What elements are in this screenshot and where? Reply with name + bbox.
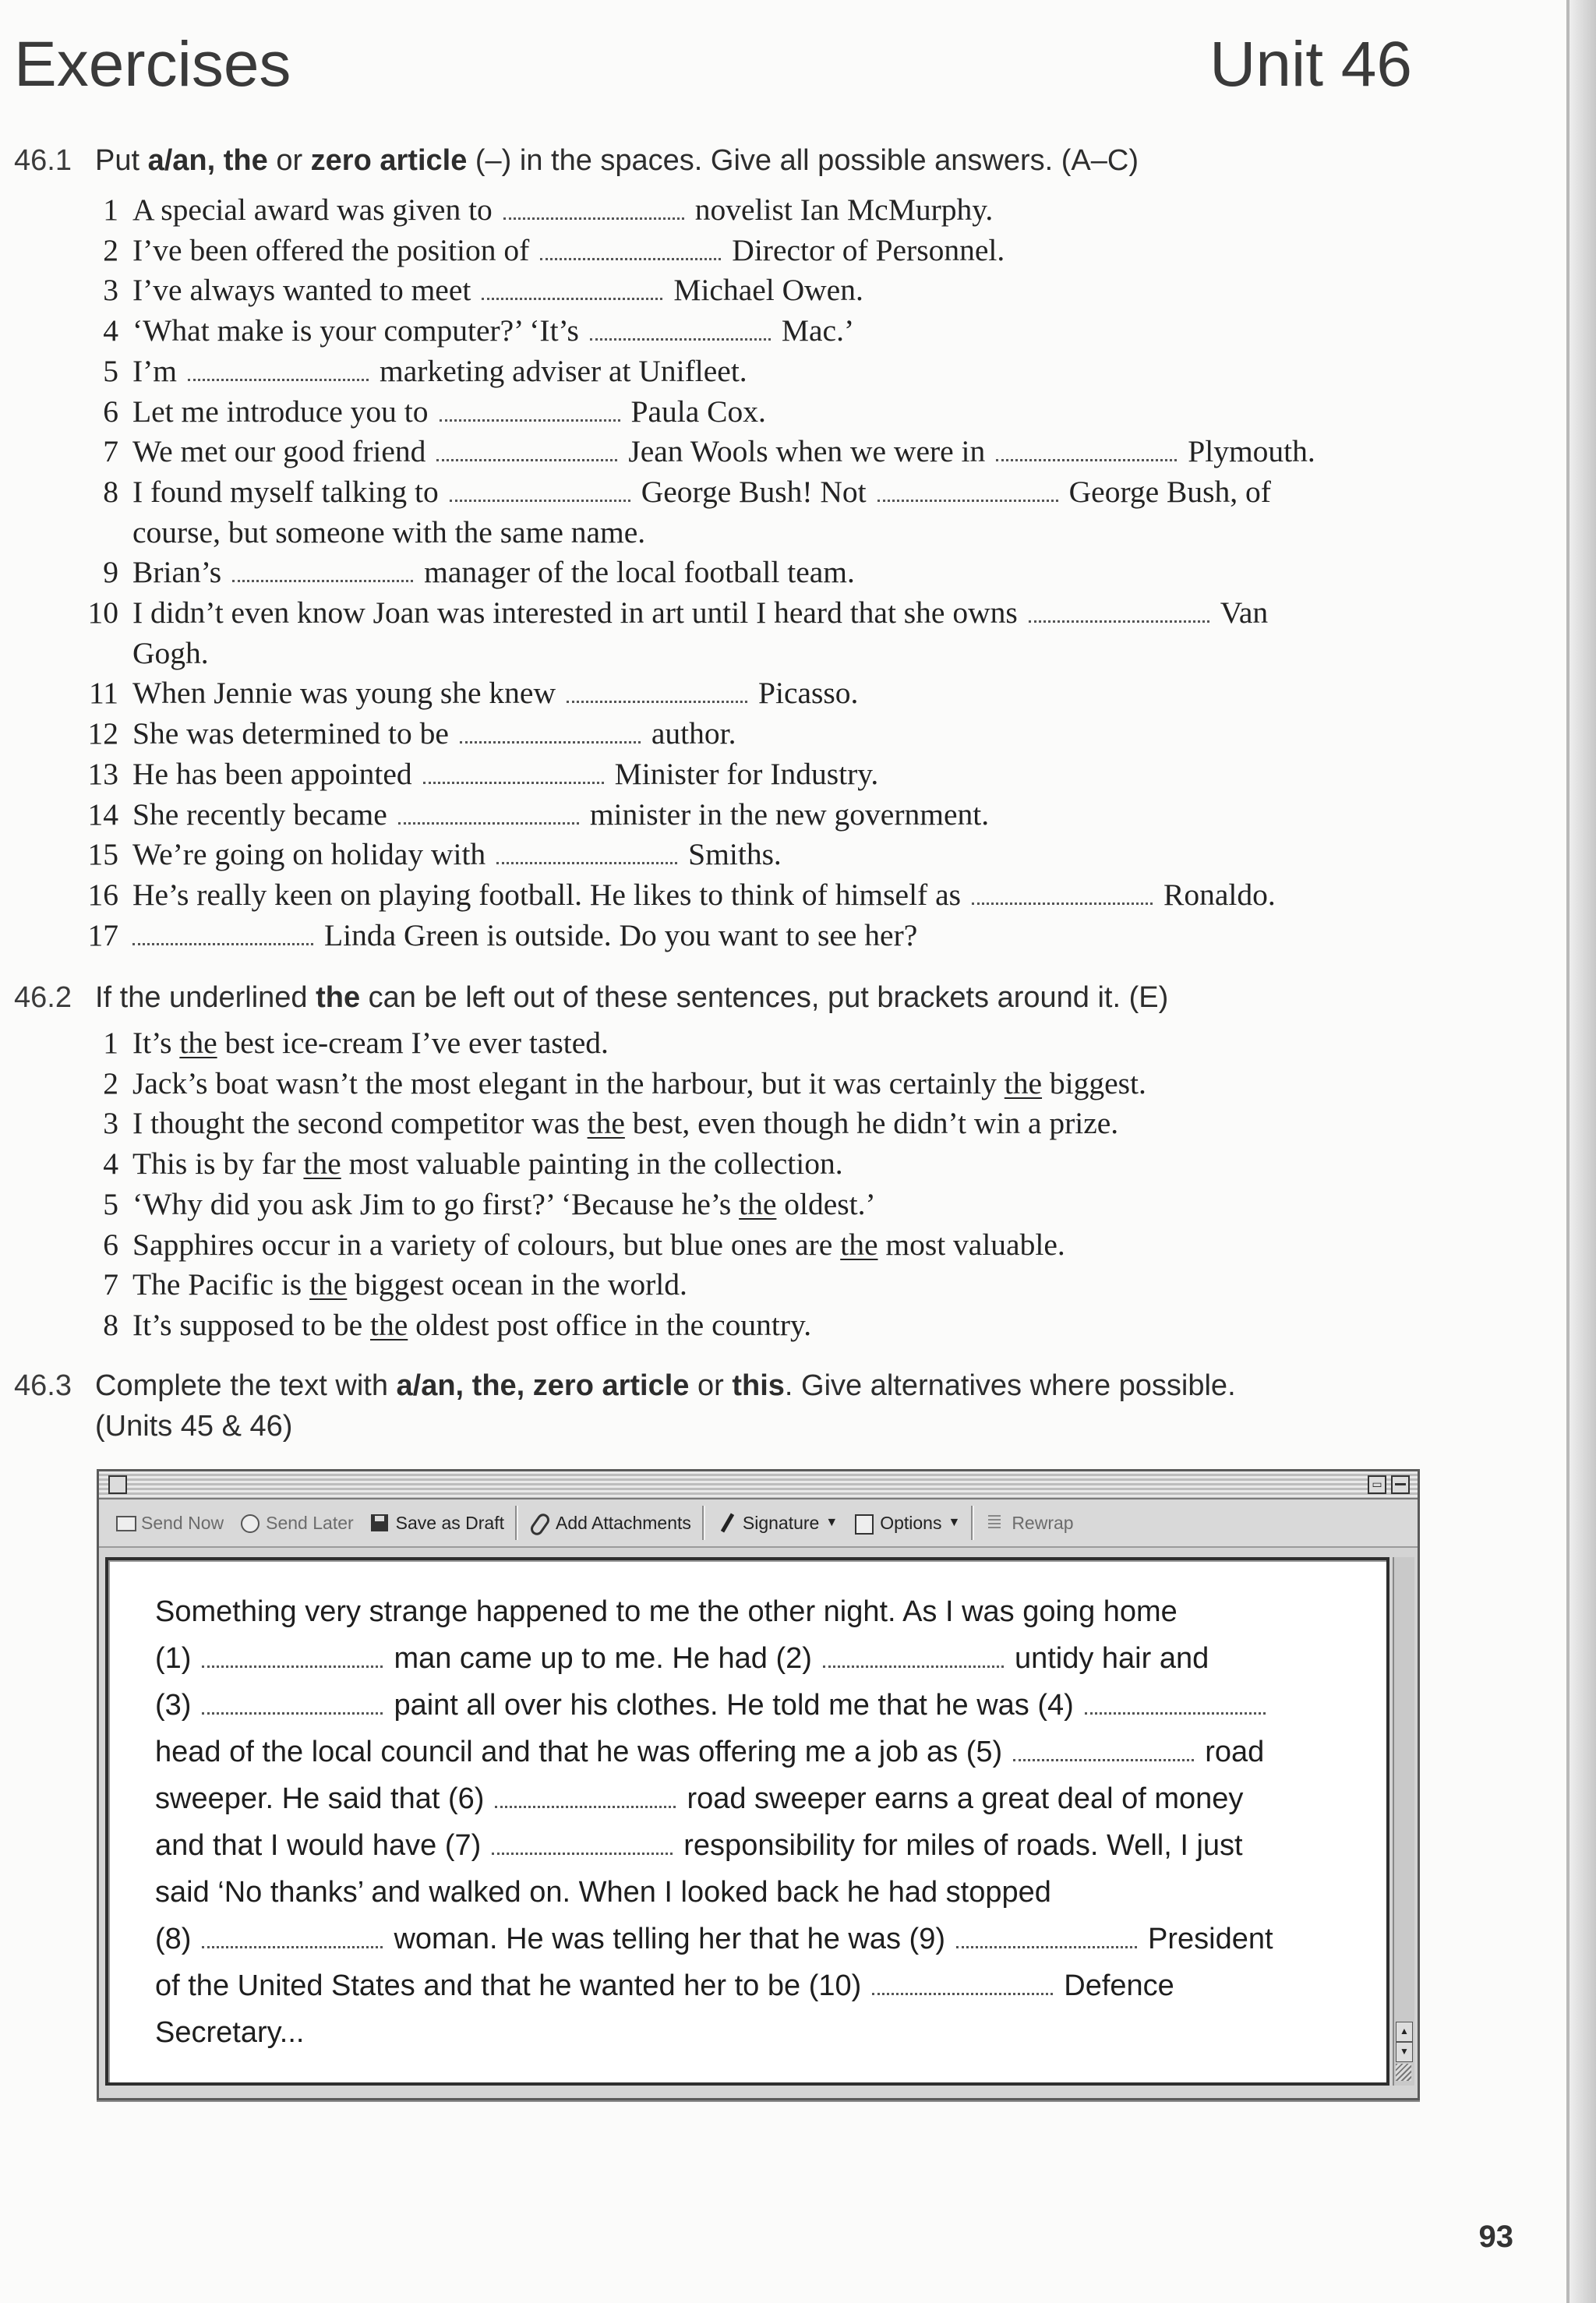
paperclip-icon — [529, 1513, 551, 1533]
email-line: said ‘No thanks’ and walked on. When I looked back he had stopped — [155, 1876, 1051, 1909]
underlined-the[interactable]: the — [370, 1307, 408, 1342]
list-item: 11 When Jennie was young she knew Picasso. — [88, 676, 859, 711]
exercise-number: 46.2 — [14, 981, 72, 1014]
answer-blank[interactable] — [877, 484, 1058, 502]
toolbar-separator — [702, 1506, 705, 1540]
email-line: and that I would have (7) responsibility for miles of roads. Well, I just — [155, 1829, 1243, 1862]
answer-blank[interactable] — [567, 685, 747, 703]
exercise-instruction: Complete the text with a/an, the, zero article or this. Give alternatives where possible. — [95, 1369, 1236, 1402]
answer-blank[interactable] — [423, 766, 604, 784]
answer-blank[interactable] — [232, 564, 413, 582]
exercise-instruction: If the underlined the can be left out of these sentences, put brackets around it. (E) — [95, 981, 1169, 1014]
zoom-box-icon[interactable]: ▭ — [1368, 1475, 1386, 1494]
email-toolbar — [99, 1499, 1418, 1548]
vertical-scrollbar[interactable] — [1393, 1557, 1414, 2086]
unit-label: Unit 46 — [1209, 29, 1412, 100]
answer-blank[interactable] — [436, 443, 617, 461]
exercise-instruction: Put a/an, the or zero article (–) in the spaces. Give all possible answers. (A–C) — [95, 144, 1139, 177]
email-line: Something very strange happened to me the other night. As I was going home — [155, 1595, 1178, 1628]
exercise-number: 46.1 — [14, 144, 72, 177]
list-item: 5 ‘Why did you ask Jim to go first?’ ‘Because he’s the oldest.’ — [103, 1186, 876, 1221]
exercise-46-3-heading — [14, 1365, 1236, 1446]
underlined-the[interactable]: the — [739, 1186, 777, 1221]
list-item: 17 Linda Green is outside. Do you want to see her? — [87, 917, 918, 952]
resize-grip-icon[interactable] — [1396, 2064, 1411, 2081]
answer-blank[interactable] — [956, 1930, 1137, 1948]
close-box-icon[interactable] — [108, 1475, 127, 1494]
list-item: 4 This is by far the most valuable painting in the collection. — [103, 1146, 843, 1182]
list-item: 2 Jack’s boat wasn’t the most elegant in the harbour, but it was certainly the biggest. — [103, 1065, 1146, 1100]
exercise-46-1-heading — [14, 140, 1139, 181]
answer-blank[interactable] — [202, 1650, 383, 1668]
email-line: head of the local council and that he was offering me a job as (5) road — [155, 1736, 1265, 1768]
list-item: 15 We’re going on holiday with Smiths. — [87, 837, 782, 872]
options-dropdown[interactable]: Options ▼ — [846, 1504, 968, 1542]
underlined-the[interactable]: the — [309, 1267, 348, 1302]
add-attachments-button[interactable]: Add Attachments — [521, 1504, 699, 1542]
underlined-the[interactable]: the — [179, 1026, 217, 1060]
answer-blank[interactable] — [1013, 1743, 1194, 1761]
list-item: 10 I didn’t even know Joan was interested in art until I heard that she owns Van Gogh. — [87, 595, 1269, 670]
exercise-46-1-list — [81, 190, 1406, 955]
scroll-down-arrow-icon[interactable]: ▼ — [1396, 2042, 1413, 2062]
pen-icon — [716, 1513, 738, 1533]
list-item: 2 I’ve been offered the position of Director of Personnel. — [103, 232, 1005, 267]
answer-blank[interactable] — [495, 1790, 676, 1808]
exercise-46-2-heading — [14, 977, 1168, 1018]
answer-blank[interactable] — [540, 242, 721, 260]
options-icon — [853, 1513, 875, 1533]
list-item: 7 We met our good friend Jean Wools when we were in Plymouth. — [103, 434, 1315, 469]
exercise-unit-reference: (Units 45 & 46) — [95, 1410, 293, 1443]
page-number: 93 — [1478, 2220, 1513, 2254]
underlined-the[interactable]: the — [840, 1227, 878, 1262]
floppy-disk-icon — [369, 1513, 391, 1533]
underlined-the[interactable]: the — [303, 1146, 341, 1182]
answer-blank[interactable] — [398, 807, 579, 825]
answer-blank[interactable] — [492, 1837, 673, 1855]
answer-blank[interactable] — [188, 363, 369, 381]
list-item: 1 A special award was given to novelist Ian McMurphy. — [103, 193, 994, 227]
clock-icon — [239, 1513, 261, 1533]
list-item: 3 I thought the second competitor was the best, even though he didn’t win a prize. — [103, 1106, 1119, 1141]
answer-blank[interactable] — [503, 202, 684, 220]
answer-blank[interactable] — [202, 1930, 383, 1948]
list-item: 5 I’m marketing adviser at Unifleet. — [103, 353, 747, 388]
send-icon — [115, 1513, 136, 1533]
page-gutter-shadow — [1570, 0, 1596, 2303]
chevron-down-icon: ▼ — [825, 1516, 839, 1529]
answer-blank[interactable] — [590, 323, 771, 341]
email-line: (1) man came up to me. He had (2) untidy hair and — [155, 1642, 1209, 1675]
list-item: 7 The Pacific is the biggest ocean in the world. — [103, 1267, 687, 1302]
list-item: 13 He has been appointed Minister for Industry. — [87, 756, 879, 791]
send-later-button[interactable]: Send Later — [231, 1504, 362, 1542]
list-item: 4 ‘What make is your computer?’ ‘It’s Mac.’ — [103, 313, 855, 348]
list-item: 9 Brian’s manager of the local football team. — [103, 555, 855, 590]
exercise-46-2-list — [81, 1023, 1406, 1346]
email-line: Secretary... — [155, 2016, 305, 2049]
toolbar-separator — [971, 1506, 974, 1540]
answer-blank[interactable] — [1029, 605, 1209, 623]
answer-blank[interactable] — [972, 887, 1153, 905]
window-title-bar[interactable] — [99, 1471, 1418, 1499]
list-item: 8 It’s supposed to be the oldest post office in the country. — [103, 1307, 812, 1342]
list-item: 16 He’s really keen on playing football. He likes to think of himself as Ronaldo. — [87, 877, 1276, 912]
rewrap-button[interactable]: Rewrap — [977, 1504, 1081, 1542]
toolbar-separator — [515, 1506, 518, 1540]
underlined-the[interactable]: the — [587, 1106, 625, 1141]
list-item: 14 She recently became minister in the new government. — [87, 797, 990, 832]
email-compose-window — [97, 1469, 1420, 2100]
list-item: 8 I found myself talking to George Bush! Not George Bush, of course, but someone with the same name. — [103, 474, 1271, 549]
scroll-up-arrow-icon[interactable]: ▲ — [1396, 2022, 1413, 2042]
send-now-button[interactable]: Send Now — [107, 1504, 231, 1542]
answer-blank[interactable] — [202, 1697, 383, 1715]
list-item: 6 Let me introduce you to Paula Cox. — [103, 394, 766, 429]
answer-blank[interactable] — [450, 484, 630, 502]
answer-blank[interactable] — [440, 404, 620, 422]
answer-blank[interactable] — [996, 443, 1177, 461]
email-body-editor[interactable] — [105, 1557, 1389, 2086]
chevron-down-icon: ▼ — [948, 1516, 961, 1529]
email-line: sweeper. He said that (6) road sweeper earns a great deal of money — [155, 1782, 1244, 1815]
list-item: 1 It’s the best ice-cream I’ve ever tasted. — [103, 1026, 609, 1060]
email-line: (8) woman. He was telling her that he was (9) President — [155, 1923, 1273, 1955]
list-item: 3 I’ve always wanted to meet Michael Owen. — [103, 273, 863, 308]
list-item: 12 She was determined to be author. — [87, 716, 736, 751]
answer-blank[interactable] — [872, 1977, 1053, 1995]
underlined-the[interactable]: the — [1004, 1065, 1043, 1100]
answer-blank[interactable] — [482, 282, 662, 300]
email-line: of the United States and that he wanted her to be (10) Defence — [155, 1969, 1174, 2002]
save-as-draft-button[interactable]: Save as Draft — [362, 1504, 512, 1542]
answer-blank[interactable] — [496, 846, 677, 864]
page-title: Exercises — [14, 29, 291, 100]
answer-blank[interactable] — [460, 726, 641, 744]
answer-blank[interactable] — [823, 1650, 1004, 1668]
list-item: 6 Sapphires occur in a variety of colours, but blue ones are the most valuable. — [103, 1227, 1065, 1262]
answer-blank[interactable] — [132, 927, 313, 945]
rewrap-icon — [985, 1513, 1007, 1533]
email-text — [155, 1588, 1340, 2056]
answer-blank[interactable] — [1085, 1697, 1266, 1715]
collapse-box-icon[interactable] — [1391, 1475, 1410, 1494]
email-line: (3) paint all over his clothes. He told me that he was (4) — [155, 1682, 1340, 1729]
exercise-number: 46.3 — [14, 1369, 72, 1402]
signature-dropdown[interactable]: Signature ▼ — [708, 1504, 846, 1542]
